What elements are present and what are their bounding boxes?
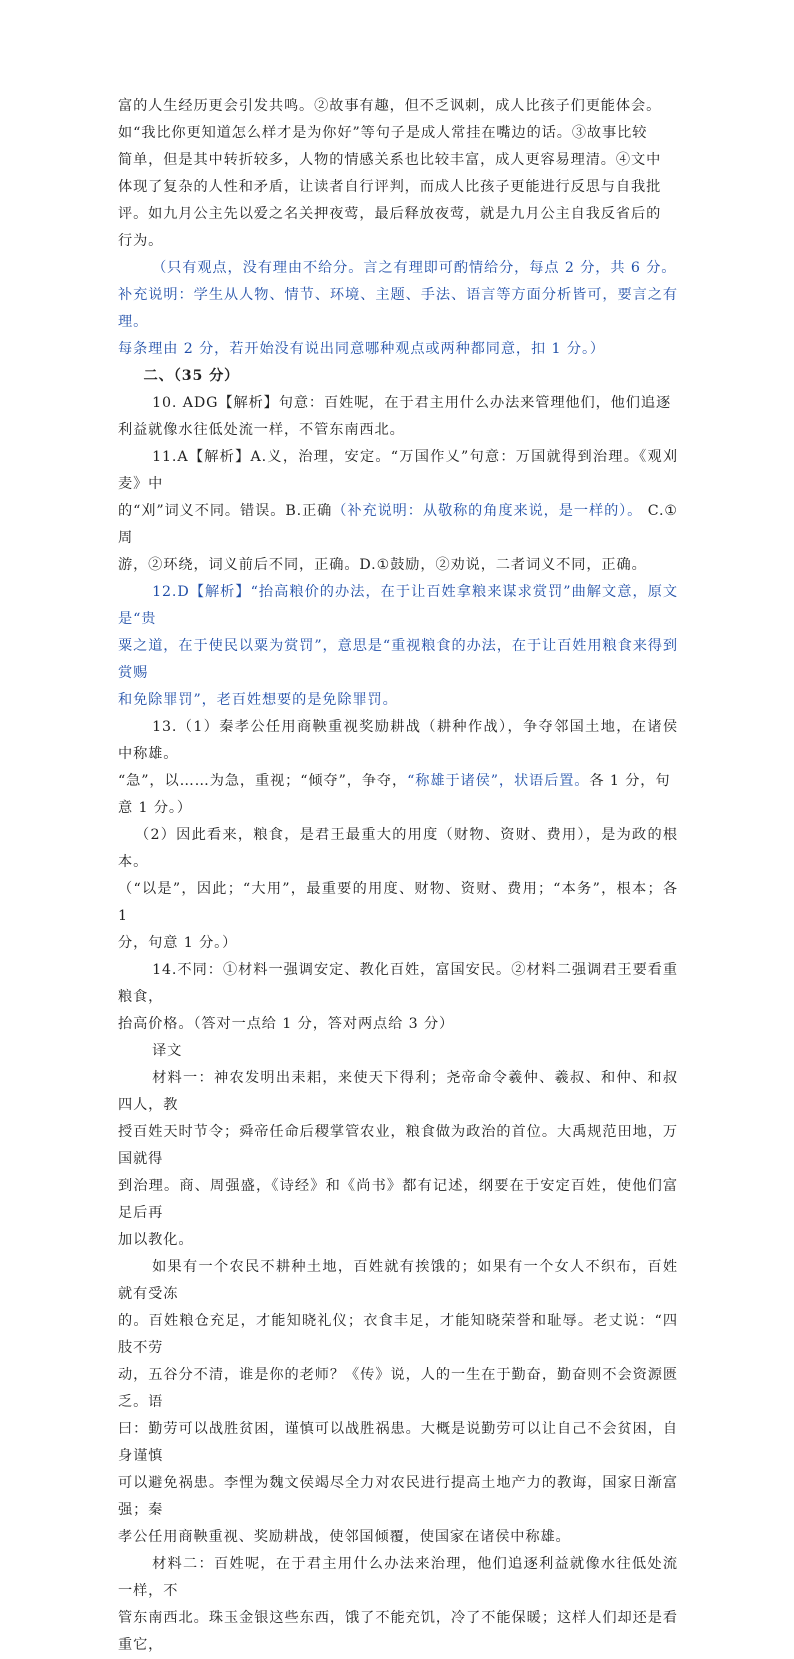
text-line: 动，五谷分不清，谁是你的老师？《传》说，人的一生在于勤奋，勤奋则不会资源匮乏。语: [118, 1367, 678, 1410]
supplement-note: “称雄于诸侯”，状语后置。: [407, 773, 590, 789]
text-line: 简单，但是其中转折较多，人物的情感关系也比较丰富，成人更容易理清。④文中: [118, 152, 662, 168]
text-line: 分，句意 1 分。）: [118, 935, 238, 951]
text-line: 和免除罪罚”，老百姓想要的是免除罪罚。: [118, 692, 398, 708]
text-line: 孝公任用商鞅重视、奖励耕战，使邻国倾覆，使国家在诸侯中称雄。: [118, 1529, 571, 1545]
section-heading: 二、（35 分）: [143, 368, 240, 384]
text-line: 补充说明：学生从人物、情节、环境、主题、手法、语言等方面分析皆可，要言之有理。: [118, 287, 678, 330]
text-line: 抬高价格。（答对一点给 1 分，答对两点给 3 分）: [118, 1016, 455, 1032]
answer-paragraph-1: [118, 93, 678, 255]
text-line: [118, 498, 678, 552]
text-line: 10. ADG【解析】句意：百姓呢，在于君主用什么办法来管理他们，他们追逐: [152, 395, 672, 411]
text-line: 加以教化。: [118, 1232, 194, 1248]
document-page: [118, 93, 678, 1659]
text-line: 授百姓天时节令；舜帝任命后稷掌管农业，粮食做为政治的首位。大禹规范田地，万国就得: [118, 1124, 678, 1167]
text-line: [118, 768, 678, 795]
text-span: “急”，以……为急，重视；“倾夺”，争夺，: [118, 773, 408, 789]
text-span: C.①周: [118, 503, 678, 546]
text-line: 的。百姓粮仓充足，才能知晓礼仪；衣食丰足，才能知晓荣誉和耻辱。老丈说：“四肢不劳: [118, 1313, 678, 1356]
text-line: 体现了复杂的人性和矛盾，让读者自行评判，而成人比孩子更能进行反思与自我批: [118, 179, 662, 195]
text-line: 材料一：神农发明出耒耜，来使天下得利；尧帝命令羲仲、羲叔、和仲、和叔四人，教: [118, 1070, 678, 1113]
text-line: （“以是”，因此；“大用”，最重要的用度、财物、资财、费用；“本务”，根本；各 1: [118, 881, 678, 924]
text-span: 各 1 分，句: [589, 773, 671, 789]
text-line: 11.A【解析】A.义，治理，安定。“万国作乂”句意：万国就得到治理。《观刈麦》中: [118, 449, 678, 492]
text-line: 13.（1）秦孝公任用商鞅重视奖励耕战（耕种作战），争夺邻国土地，在诸侯中称雄。: [118, 719, 678, 762]
text-line: （只有观点，没有理由不给分。言之有理即可酌情给分，每点 2 分，共 6 分。: [152, 260, 677, 276]
text-line: 材料二：百姓呢，在于君主用什么办法来治理，他们追逐利益就像水往低处流一样，不: [118, 1556, 678, 1599]
question-13: [118, 714, 678, 957]
text-line: 到治理。商、周强盛，《诗经》和《尚书》都有记述，纲要在于安定百姓，使他们富足后再: [118, 1178, 678, 1221]
text-line: 如果有一个农民不耕种土地，百姓就有挨饿的；如果有一个女人不织布，百姓就有受冻: [118, 1259, 678, 1302]
question-14: [118, 957, 678, 1038]
text-line: 曰：勤劳可以战胜贫困，谨慎可以战胜祸患。大概是说勤劳可以让自己不会贫困，自身谨慎: [118, 1421, 678, 1464]
text-line: 游，②环绕，词义前后不同，正确。D.①鼓励，②劝说，二者词义不同，正确。: [118, 557, 647, 573]
text-line: 14.不同：①材料一强调安定、教化百姓，富国安民。②材料二强调君王要看重粮食，: [118, 962, 678, 1005]
text-line: 行为。: [118, 233, 164, 249]
text-line: 每条理由 2 分，若开始没有说出同意哪种观点或两种都同意，扣 1 分。）: [118, 341, 606, 357]
text-line: 粟之道，在于使民以粟为赏罚”，意思是“重视粮食的办法，在于让百姓用粮食来得到赏赐: [118, 638, 678, 681]
question-12: [118, 579, 678, 714]
text-line: 如“我比你更知道怎么样才是为你好”等句子是成人常挂在嘴边的话。③故事比较: [118, 125, 648, 141]
text-line: 12.D【解析】“抬高粮价的办法，在于让百姓拿粮来谋求赏罚”曲解文意，原文是“贵: [118, 584, 678, 627]
text-line: 意 1 分。）: [118, 800, 192, 816]
question-11: [118, 444, 678, 579]
text-line: （2）因此看来，粮食，是君王最重大的用度（财物、资财、费用），是为政的根本。: [118, 827, 678, 870]
translation-heading: 译文: [152, 1043, 183, 1059]
question-10: [118, 390, 678, 444]
translation: [118, 1038, 678, 1659]
scoring-note: [118, 255, 678, 363]
text-line: 可以避免祸患。李悝为魏文侯竭尽全力对农民进行提高土地产力的教诲，国家日渐富强；秦: [118, 1475, 678, 1518]
text-line: 评。如九月公主先以爱之名关押夜莺，最后释放夜莺，就是九月公主自我反省后的: [118, 206, 662, 222]
text-line: 利益就像水往低处流一样，不管东南西北。: [118, 422, 405, 438]
supplement-note: （补充说明：从敬称的角度来说，是一样的）。: [332, 503, 643, 519]
text-line: 富的人生经历更会引发共鸣。②故事有趣，但不乏讽刺，成人比孩子们更能体会。: [118, 98, 662, 114]
text-span: 的“刈”词义不同。错误。B.正确: [118, 503, 333, 519]
text-line: 管东南西北。珠玉金银这些东西，饿了不能充饥，冷了不能保暖；这样人们却还是看重它，: [118, 1610, 678, 1653]
